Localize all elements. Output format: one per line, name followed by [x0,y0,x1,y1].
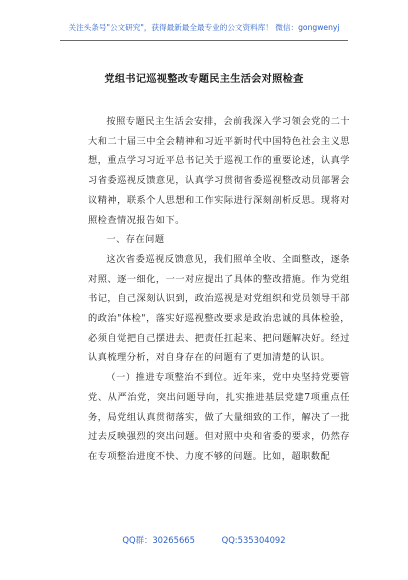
body-paragraph: （一）推进专项整治不到位。近年来，党中央坚持党要管党、从严治党，突出问题导向，扎实推进基层党建7项重点任务，局党组认真贯彻落实，做了大量细致的工作，解决了一批过去反映强烈的突出问题。但对照中央和省委的要求，仍然存在专项整治进度不快、力度不够的问题。比如，超职数配 [88,372,350,462]
footer-contact [0,534,408,546]
footer-qq: QQ:535304092 [221,535,286,545]
section-heading-problems: 一、存在问题 [106,234,165,246]
document-title: 党组书记巡视整改专题民主生活会对照检查 [104,74,304,85]
document-body [88,112,350,467]
intro-paragraph: 按照专题民主生活会安排，会前我深入学习领会党的二十大和二十届三中全会精神和习近平新时代中国特色社会主义思想，重点学习习近平总书记关于巡视工作的重要论述，认真学习省委巡视反馈意见，认真学习贯彻省委巡视整改动员部署会议精神，联系个人思想和工作实际进行深刻剖析反思。现将对照检查情况报告如下。 [88,116,350,226]
footer-qq-group: QQ群：30265665 [122,535,195,545]
header-divider [60,40,348,41]
header-notice: 关注头条号"公文研究"，获得最新最全最专业的公文资料库！ 微信：gongwenyj [68,23,340,32]
body-paragraph: 这次省委巡视反馈意见，我们照单全收、全面整改，逐条对照、逐一细化，一一对应提出了具体的整改措施。作为党组书记，自己深刻认识到，政治巡视是对党组织和党员领导干部的政治"体检"，落实好巡视整改要求是政治忠诚的具体检验，必须自觉把自己摆进去、把责任扛起来、把问题解决好。经过认真梳理分析，对自身存在的问题有了更加清楚的认识。 [88,253,350,364]
